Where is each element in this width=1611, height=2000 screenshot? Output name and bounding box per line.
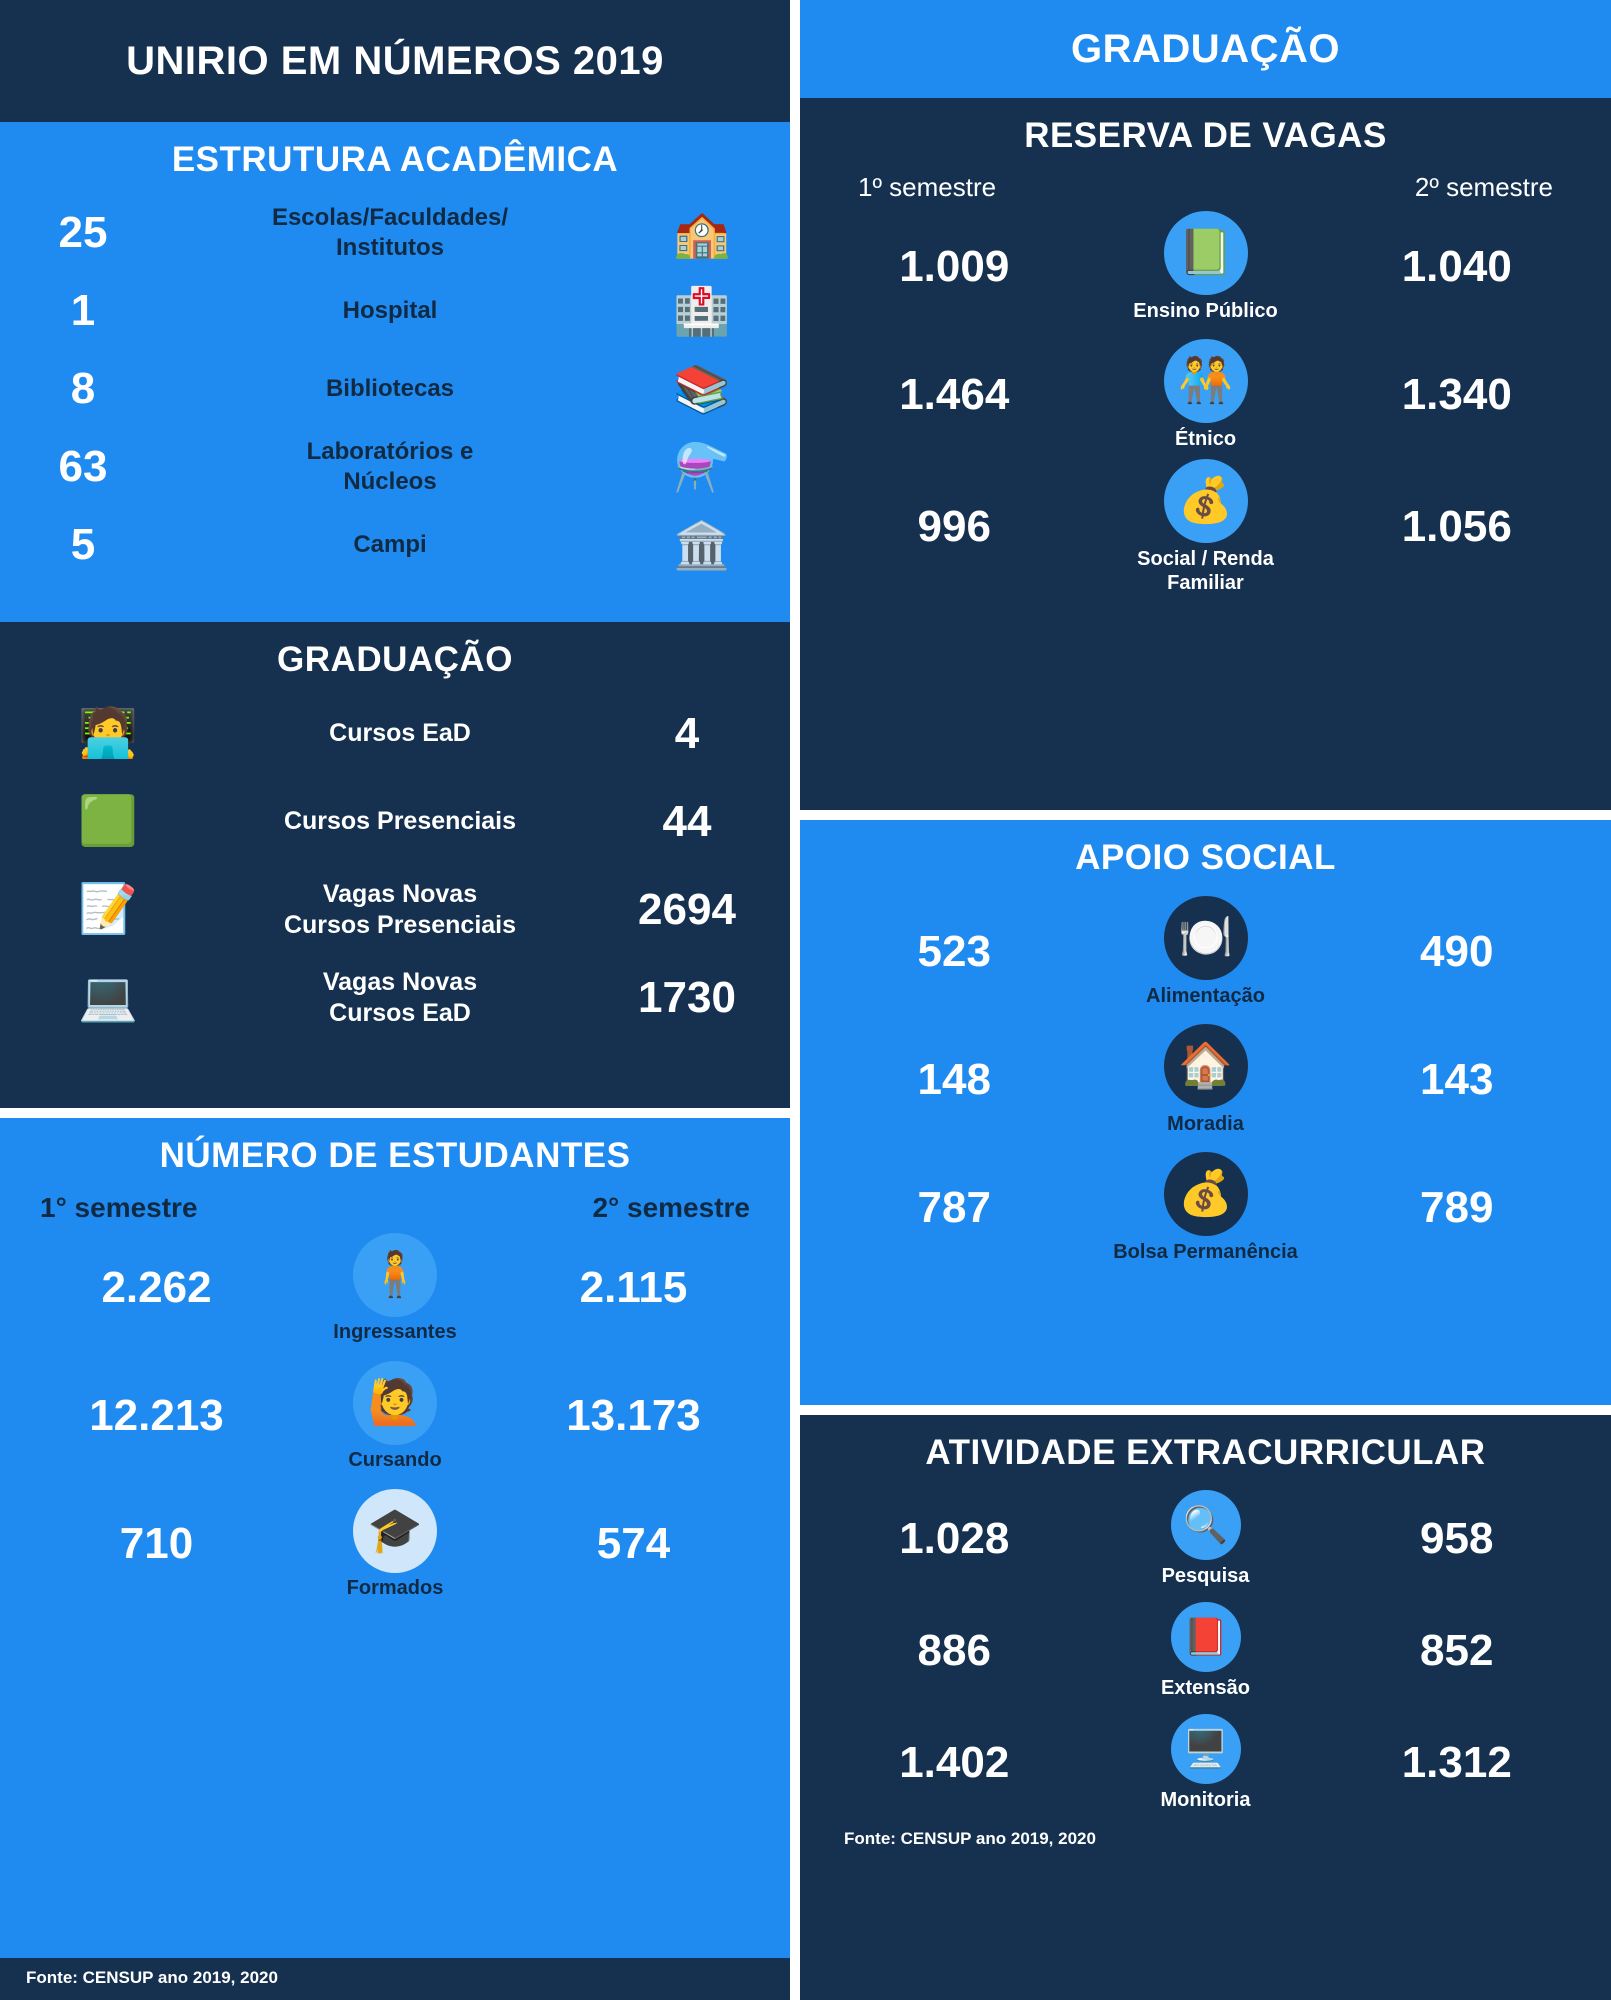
section-graduacao-left	[0, 622, 790, 1108]
graduacao-row	[18, 954, 772, 1042]
reserva-icon-group	[1091, 339, 1321, 451]
graduacao-label: Cursos Presenciais	[283, 807, 517, 836]
reserva-sem2-value: 1.056	[1401, 502, 1512, 551]
reserva-sem1-value: 1.464	[899, 370, 1010, 419]
right-header	[800, 0, 1611, 98]
laptop-icon: 💻	[78, 971, 138, 1024]
extra-sem1-value: 886	[917, 1626, 991, 1675]
estrutura-row	[18, 350, 772, 428]
estudantes-sem1-value: 12.213	[89, 1391, 224, 1440]
money-coins-icon: 💰	[1164, 459, 1248, 543]
magnifier-icon: 🔍	[1171, 1490, 1241, 1560]
graduacao-row	[18, 778, 772, 866]
estudantes-sem1-value: 2.262	[101, 1263, 212, 1312]
graduacao-value: 44	[662, 797, 712, 846]
estudantes-sem1-value: 710	[119, 1519, 194, 1568]
estrutura-row	[18, 506, 772, 584]
reserva-sem2-value: 1.340	[1401, 370, 1512, 419]
estudantes-sem2-value: 574	[596, 1519, 671, 1568]
apoio-icon-group	[1091, 896, 1321, 1008]
graduacao-label: Cursos EaD	[329, 719, 471, 748]
section-reserva-vagas	[800, 98, 1611, 810]
lab-flask-icon: ⚗️	[673, 441, 731, 493]
estudantes-row	[18, 1352, 772, 1480]
graduacao-value: 1730	[638, 973, 736, 1022]
estrutura-row	[18, 428, 772, 506]
estudantes-row	[18, 1480, 772, 1608]
left-header	[0, 0, 790, 122]
ead-desk-icon: 🧑‍💻	[78, 707, 138, 760]
reserva-caption: Étnico	[1174, 428, 1237, 450]
reserva-semester-1-label: 1º semestre	[858, 172, 997, 202]
right-source-text: Fonte: CENSUP ano 2019, 2020	[844, 1829, 1096, 1848]
semester-1-label: 1° semestre	[40, 1192, 198, 1223]
apoio-heading: APOIO SOCIAL	[1075, 838, 1336, 877]
divider	[800, 810, 1611, 820]
extra-sem2-value: 852	[1420, 1626, 1494, 1675]
apoio-sem1-value: 148	[917, 1055, 991, 1104]
apoio-caption: Bolsa Permanência	[1113, 1241, 1298, 1263]
graduate-cap-icon: 🎓	[353, 1489, 437, 1573]
left-source-text: Fonte: CENSUP ano 2019, 2020	[26, 1968, 278, 1987]
extra-icon-group	[1091, 1602, 1321, 1700]
estudantes-icon-group	[295, 1233, 495, 1344]
apoio-row	[818, 1016, 1593, 1144]
graduacao-row	[18, 690, 772, 778]
extra-caption: Monitoria	[1160, 1789, 1251, 1811]
monitor-chart-icon: 🖥️	[1171, 1714, 1241, 1784]
divider	[0, 1108, 790, 1118]
reserva-icon-group	[1091, 459, 1321, 595]
estrutura-label: Hospital	[342, 297, 438, 324]
apoio-caption: Alimentação	[1146, 985, 1265, 1007]
estrutura-label: Campi	[353, 531, 427, 558]
extra-icon-group	[1091, 1714, 1321, 1812]
extra-caption: Pesquisa	[1161, 1565, 1250, 1587]
apoio-sem2-value: 143	[1420, 1055, 1494, 1104]
estudantes-row	[18, 1224, 772, 1352]
apoio-sem2-value: 490	[1420, 927, 1494, 976]
graduacao-label: Vagas Novas Cursos EaD	[322, 967, 478, 1027]
estrutura-label: Laboratórios e Núcleos	[306, 438, 474, 495]
estrutura-value: 5	[70, 520, 96, 569]
estudantes-caption: Ingressantes	[333, 1320, 457, 1343]
people-group-icon: 🧑‍🤝‍🧑	[1164, 339, 1248, 423]
estrutura-label: Bibliotecas	[325, 375, 455, 402]
graduacao-label: Vagas Novas Cursos Presenciais	[283, 879, 517, 939]
left-column	[0, 0, 790, 2000]
chalkboard-icon: 🟩	[78, 795, 138, 848]
apoio-caption: Moradia	[1167, 1113, 1244, 1135]
graduacao-value: 4	[674, 709, 700, 758]
open-book-icon: 📕	[1171, 1602, 1241, 1672]
enrolled-student-icon: 🙋	[353, 1361, 437, 1445]
semester-2-label: 2° semestre	[592, 1192, 750, 1223]
estudantes-icon-group	[295, 1361, 495, 1472]
right-title: GRADUAÇÃO	[1071, 26, 1340, 71]
estrutura-label: Escolas/Faculdades/ Institutos	[271, 204, 509, 261]
left-source-bar	[0, 1958, 790, 2000]
estrutura-row	[18, 272, 772, 350]
reserva-caption: Social / Renda Familiar	[1137, 548, 1274, 594]
reserva-sem1-value: 1.009	[899, 242, 1010, 291]
campus-building-icon: 🏛️	[673, 519, 731, 571]
estudantes-sem2-value: 13.173	[566, 1391, 701, 1440]
apoio-icon-group	[1091, 1152, 1321, 1264]
section-numero-estudantes	[0, 1118, 790, 1958]
estudantes-sem2-value: 2.115	[579, 1263, 688, 1312]
right-column	[800, 0, 1611, 2000]
extra-sem1-value: 1.402	[899, 1738, 1010, 1787]
reserva-row	[818, 203, 1593, 331]
money-bag-icon: 💰	[1164, 1152, 1248, 1236]
extra-row	[818, 1483, 1593, 1595]
estrutura-row	[18, 194, 772, 272]
apoio-sem1-value: 523	[917, 927, 991, 976]
page-title: UNIRIO EM NÚMEROS 2019	[126, 38, 664, 83]
reserva-caption: Ensino Público	[1133, 300, 1278, 322]
extra-sem2-value: 1.312	[1401, 1738, 1512, 1787]
apoio-row	[818, 1144, 1593, 1272]
extra-caption: Extensão	[1161, 1677, 1250, 1699]
apoio-sem2-value: 789	[1420, 1183, 1494, 1232]
apoio-icon-group	[1091, 1024, 1321, 1136]
extra-heading: ATIVIDADE EXTRACURRICULAR	[925, 1433, 1486, 1472]
section-apoio-social	[800, 820, 1611, 1405]
hospital-icon: 🏥	[673, 285, 731, 337]
reserva-row	[818, 331, 1593, 459]
extra-sem1-value: 1.028	[899, 1514, 1010, 1563]
student-icon: 🧍	[353, 1233, 437, 1317]
reserva-row	[818, 459, 1593, 595]
estrutura-value: 1	[70, 286, 96, 335]
estrutura-value: 25	[58, 208, 108, 257]
meal-plate-icon: 🍽️	[1164, 896, 1248, 980]
estrutura-value: 8	[70, 364, 96, 413]
estrutura-value: 63	[58, 442, 108, 491]
reserva-sem1-value: 996	[917, 502, 991, 551]
estudantes-caption: Cursando	[348, 1448, 442, 1471]
notebook-pencil-icon: 📝	[78, 883, 138, 936]
extra-row	[818, 1707, 1593, 1819]
section-atividade-extracurricular	[800, 1415, 1611, 2000]
extra-icon-group	[1091, 1490, 1321, 1588]
reserva-heading: RESERVA DE VAGAS	[1024, 116, 1387, 155]
extra-sem2-value: 958	[1420, 1514, 1494, 1563]
graduacao-heading: GRADUAÇÃO	[277, 640, 513, 679]
estrutura-heading: ESTRUTURA ACADÊMICA	[171, 140, 619, 179]
reserva-icon-group	[1091, 211, 1321, 323]
estudantes-semester-headers	[18, 1186, 772, 1224]
graduacao-row	[18, 866, 772, 954]
apoio-sem1-value: 787	[917, 1183, 991, 1232]
apoio-row	[818, 888, 1593, 1016]
graduacao-value: 2694	[638, 885, 736, 934]
estudantes-heading: NÚMERO DE ESTUDANTES	[159, 1136, 631, 1175]
house-icon: 🏠	[1164, 1024, 1248, 1108]
reserva-semester-2-label: 2º semestre	[1414, 172, 1553, 202]
school-icon: 🏫	[673, 207, 731, 259]
extra-row	[818, 1595, 1593, 1707]
estudantes-icon-group	[295, 1489, 495, 1600]
blackboard-icon: 📗	[1164, 211, 1248, 295]
reserva-semester-headers	[818, 166, 1593, 203]
books-icon: 📚	[673, 363, 731, 415]
estudantes-caption: Formados	[346, 1576, 444, 1599]
section-estrutura-academica	[0, 122, 790, 622]
divider	[800, 1405, 1611, 1415]
reserva-sem2-value: 1.040	[1401, 242, 1512, 291]
